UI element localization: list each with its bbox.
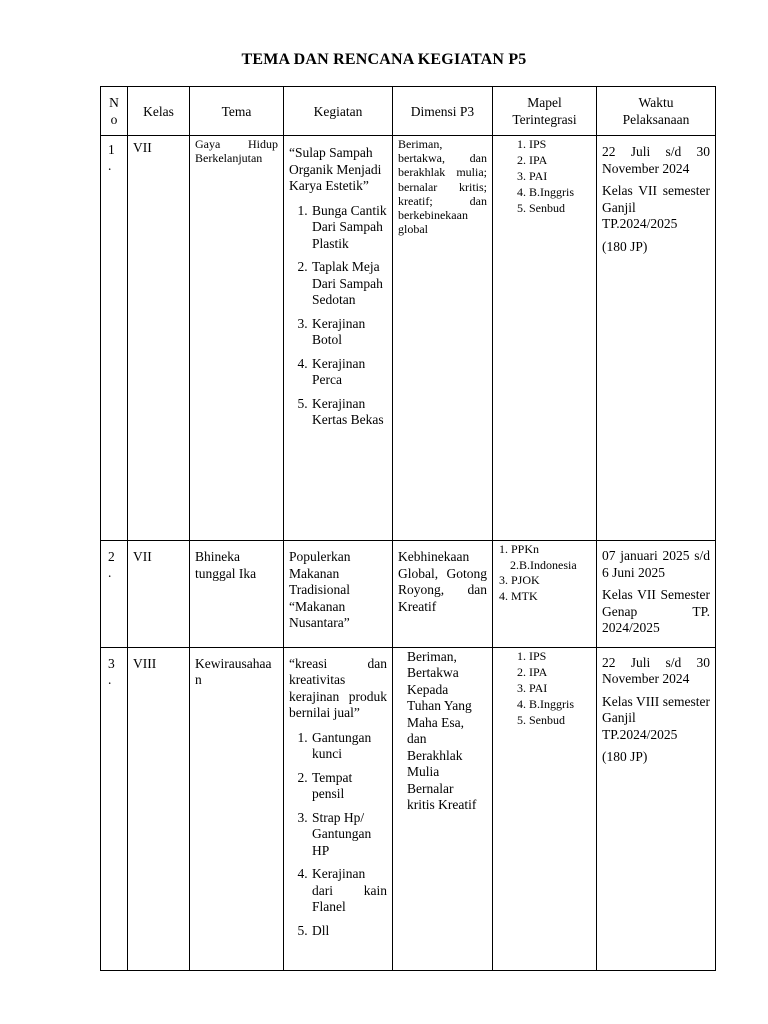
row-dimensi-cell — [393, 136, 493, 541]
kegiatan-list — [289, 730, 387, 940]
row-kegiatan-cell — [284, 647, 393, 970]
row-tema: Kewirausahaan — [195, 655, 272, 687]
row-waktu-period: 07 januari 2025 s/d 6 Juni 2025 — [602, 548, 710, 580]
header-kegiatan: Kegiatan — [284, 87, 393, 136]
list-item: 3. PAI — [529, 680, 596, 696]
list-item: 2. Tempat pensil — [311, 770, 387, 803]
p5-plan-table — [100, 86, 716, 971]
list-item: 4. MTK — [499, 588, 538, 603]
page-title: TEMA DAN RENCANA KEGIATAN P5 — [241, 51, 527, 68]
header-tema: Tema — [190, 87, 284, 136]
list-item: 1. IPS — [529, 648, 596, 664]
kegiatan-list — [289, 203, 387, 429]
list-item: 3. PJOK — [499, 573, 540, 587]
list-item: 5. Senbud — [529, 712, 596, 728]
table-row — [101, 541, 716, 648]
mapel-list — [493, 136, 596, 216]
header-waktu-line2: Pelaksanaan — [622, 112, 690, 127]
row-no-cell — [101, 541, 128, 648]
row-kelas: VII — [133, 549, 152, 564]
header-waktu — [597, 87, 716, 136]
header-mapel-line2: Terintegrasi — [512, 112, 577, 127]
row-waktu-semester: Kelas VIII semester Ganjil TP.2024/2025 — [602, 693, 710, 742]
row-waktu-semester: Kelas VII Semester Genap TP. 2024/2025 — [602, 587, 710, 635]
row-kegiatan-intro: “Sulap Sampah Organik Menjadi Karya Estetik” — [289, 145, 382, 193]
row-waktu-cell — [597, 647, 716, 970]
list-item: 2. Taplak Meja Dari Sampah Sedotan — [311, 259, 387, 309]
row-dimensi: Beriman, Bertakwa Kepada Tuhan Yang Maha Esa, dan Berakhlak Mulia Bernalar kritis Kreatif — [407, 648, 477, 812]
list-item: 2. IPA — [529, 664, 596, 680]
row-mapel-cell — [493, 541, 597, 648]
header-no-line1: N — [109, 95, 119, 110]
list-item: 2.B.Indonesia — [510, 557, 577, 572]
row-no: 2 — [108, 549, 115, 564]
row-waktu-cell — [597, 136, 716, 541]
row-kelas-cell — [128, 647, 190, 970]
header-mapel — [493, 87, 597, 136]
row-no-cell — [101, 647, 128, 970]
row-tema-cell — [190, 541, 284, 648]
list-item: 5. Dll — [311, 923, 387, 940]
list-item: 1. Bunga Cantik Dari Sampah Plastik — [311, 203, 387, 253]
header-kelas: Kelas — [128, 87, 190, 136]
row-no-dot: . — [108, 671, 112, 687]
list-item: 1. Gantungan kunci — [311, 730, 387, 763]
list-item: 4. Kerajinan Perca — [311, 356, 387, 389]
row-kegiatan-cell — [284, 541, 393, 648]
row-waktu-jp: (180 JP) — [602, 238, 648, 254]
list-item: 4. B.Inggris — [529, 696, 596, 712]
row-waktu-period: 22 Juli s/d 30 November 2024 — [602, 654, 710, 686]
row-no-dot: . — [108, 565, 112, 580]
header-waktu-line1: Waktu — [638, 95, 674, 110]
row-dimensi: Beriman, bertakwa, dan berakhlak mulia; bernalar kritis; kreatif; dan berkebinekaan global — [398, 137, 487, 237]
list-item: 5. Kerajinan Kertas Bekas — [311, 396, 387, 429]
row-no-dot: . — [108, 158, 112, 173]
header-dimensi: Dimensi P3 — [393, 87, 493, 136]
list-item: 3. PAI — [529, 168, 596, 184]
row-kegiatan-intro: Populerkan Makanan Tradisional “Makanan Nusantara” — [289, 549, 351, 630]
row-dimensi-cell — [393, 541, 493, 648]
mapel-list — [493, 541, 596, 604]
row-dimensi-cell — [393, 647, 493, 970]
row-kelas-cell — [128, 541, 190, 648]
header-no-line2: o — [110, 112, 118, 127]
row-waktu-jp: (180 JP) — [602, 749, 648, 764]
row-kelas: VII — [133, 140, 152, 155]
row-kelas-cell — [128, 136, 190, 541]
row-mapel-cell — [493, 136, 597, 541]
table-row — [101, 647, 716, 970]
header-mapel-line1: Mapel — [527, 95, 562, 110]
row-tema-cell — [190, 136, 284, 541]
list-item: 2. IPA — [529, 152, 596, 168]
row-no: 1 — [108, 142, 115, 157]
row-mapel-cell — [493, 647, 597, 970]
row-dimensi: Kebhinekaan Global, Gotong Royong, dan Kreatif — [398, 549, 487, 614]
list-item: 4. Kerajinan dari kain Flanel — [311, 866, 387, 916]
row-kegiatan-intro: “kreasi dan kreativitas kerajinan produk bernilai jual” — [289, 655, 387, 720]
header-no — [101, 87, 128, 136]
table-row — [101, 136, 716, 541]
row-waktu-period: 22 Juli s/d 30 November 2024 — [602, 144, 710, 176]
row-waktu-cell — [597, 541, 716, 648]
row-waktu-semester: Kelas VII semester Ganjil TP.2024/2025 — [602, 183, 710, 231]
list-item: 5. Senbud — [529, 200, 596, 216]
list-item: 1. IPS — [529, 136, 596, 152]
list-item: 3. Strap Hp/ Gantungan HP — [311, 810, 387, 860]
row-tema: Bhineka tunggal Ika — [195, 549, 257, 581]
row-tema: Gaya Hidup Berkelanjutan — [195, 137, 278, 166]
list-item: 3. Kerajinan Botol — [311, 316, 387, 349]
list-item: 4. B.Inggris — [529, 184, 596, 200]
list-item: 1. PPKn — [499, 542, 540, 556]
table-header-row — [101, 87, 716, 136]
row-no: 3 — [108, 655, 115, 671]
row-tema-cell — [190, 647, 284, 970]
row-kelas: VIII — [133, 655, 157, 671]
row-kegiatan-cell — [284, 136, 393, 541]
mapel-list — [493, 648, 596, 728]
row-no-cell — [101, 136, 128, 541]
